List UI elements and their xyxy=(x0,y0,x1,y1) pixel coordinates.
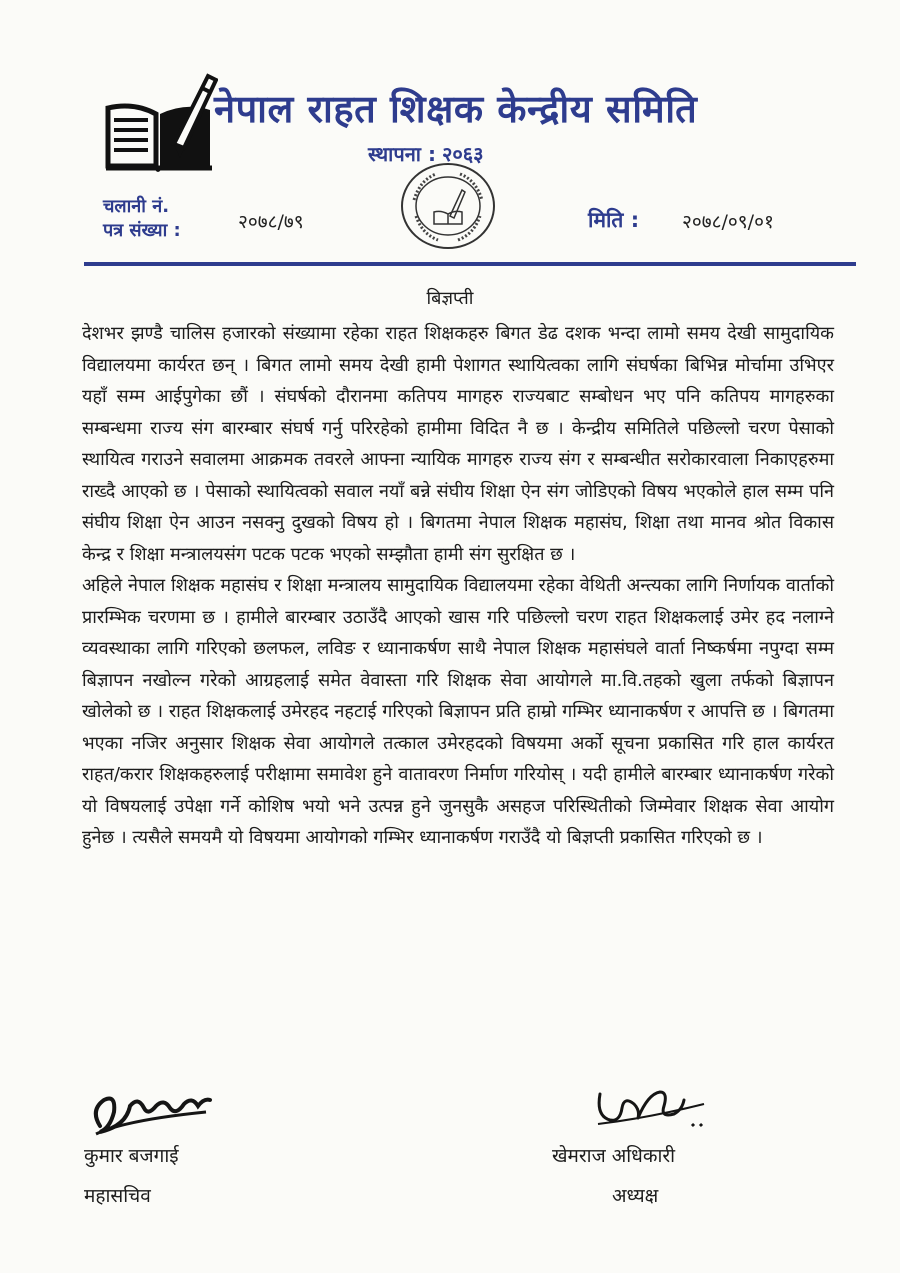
organization-seal xyxy=(396,160,500,252)
chairperson-signature xyxy=(588,1074,718,1144)
letter-count-label: पत्र संख्या : xyxy=(103,220,181,241)
open-book-pen-logo xyxy=(100,62,218,182)
document-body xyxy=(82,318,834,854)
established-year: २०६३ xyxy=(441,142,484,166)
general-secretary-name: कुमार बजगाई xyxy=(84,1145,179,1167)
chairperson-name: खेमराज अधिकारी xyxy=(552,1145,676,1167)
body-paragraph-1: देशभर झण्डै चालिस हजारको संख्यामा रहेका राहत शिक्षकहरु बिगत डेढ दशक भन्दा लामो समय देखी सामुदायिक विद्यालयमा कार्यरत छन् । बिगत लामो समय देखी हामी पेशागत स्थायित्वका लागि संघर्षका बिभिन्न मोर्चामा उभिएर यहाँ सम्म आईपुगेका छौं । संघर्षको दौरानमा कतिपय मागहरु राज्यबाट सम्बोधन भए पनि कतिपय मागहरुका सम्बन्धमा राज्य संग बारम्बार संघर्ष गर्नु परिरहेको हामीमा विदित नै छ । केन्द्रीय समितिले पछिल्लो चरण पेसाको स्थायित्व गराउने सवालमा आक्रमक तवरले आफ्ना न्यायिक मागहरु राज्य संग र सम्बन्धीत सरोकारवाला निकाएहरुमा राख्दै आएको छ । पेसाको स्थायित्वको सवाल नयाँ बन्ने संघीय शिक्षा ऐन संग जोडिएको विषय भएकोले हाल सम्म पनि संघीय शिक्षा ऐन आउन नसक्नु दुखको विषय हो । बिगतमा नेपाल शिक्षक महासंघ, शिक्षा तथा मानव श्रोत विकास केन्द्र र शिक्षा मन्त्रालयसंग पटक पटक भएको सम्झौता हामी संग सुरक्षित छ । xyxy=(82,323,834,565)
general-secretary-title: महासचिव xyxy=(84,1185,151,1207)
chairperson-title: अध्यक्ष xyxy=(612,1185,659,1207)
general-secretary-signature xyxy=(86,1076,216,1146)
document-heading: बिज्ञप्ती xyxy=(426,288,474,309)
letter-reference-value: २०७८/७९ xyxy=(238,211,304,233)
date-value: २०७८/०९/०१ xyxy=(682,211,774,233)
organization-name: नेपाल राहत शिक्षक केन्द्रीय समिति xyxy=(214,87,698,131)
body-paragraph-2: अहिले नेपाल शिक्षक महासंघ र शिक्षा मन्त्रालय सामुदायिक विद्यालयमा रहेका वेथिती अन्त्यका लागि निर्णायक वार्ताको प्रारम्भिक चरणमा छ । हामीले बारम्बार उठाउँदै आएको खास गरि पछिल्लो चरण राहत शिक्षकलाई उमेर हद नलाग्ने व्यवस्थाका लागि गरिएको छलफल, लविङ र ध्यानाकर्षण साथै नेपाल शिक्षक महासंघले वार्ता निष्कर्षमा नपुग्दा सम्म बिज्ञापन नखोल्न गरेको आग्रहलाई समेत वेवास्ता गरि शिक्षक सेवा आयोगले मा.वि.तहको खुला तर्फको बिज्ञापन खोलेको छ । राहत शिक्षकलाई उमेरहद नहटाई गरिएको बिज्ञापन प्रति हाम्रो गम्भिर ध्यानाकर्षण र आपत्ति छ । बिगतमा भएका नजिर अनुसार शिक्षक सेवा आयोगले तत्काल उमेरहदको विषयमा अर्को सूचना प्रकासित गरि हाल कार्यरत राहत/करार शिक्षकहरुलाई परीक्षामा समावेश हुने वातावरण निर्माण गरियोस् । यदी हामीले बारम्बार ध्यानाकर्षण गरेको यो विषयलाई उपेक्षा गर्ने कोशिष भयो भने उत्पन्न हुने जुनसुकै असहज परिस्थितीको जिम्मेवार शिक्षक सेवा आयोग हुनेछ । त्यसैले समयमै यो विषयमा आयोगको गम्भिर ध्यानाकर्षण गराउँदै यो बिज्ञप्ती प्रकासित गरिएको छ । xyxy=(82,575,834,848)
date-label: मिति : xyxy=(588,208,640,232)
header-divider xyxy=(84,262,856,266)
established-label: स्थापना : xyxy=(368,142,436,166)
dispatch-number-label: चलानी नं. xyxy=(103,196,170,217)
